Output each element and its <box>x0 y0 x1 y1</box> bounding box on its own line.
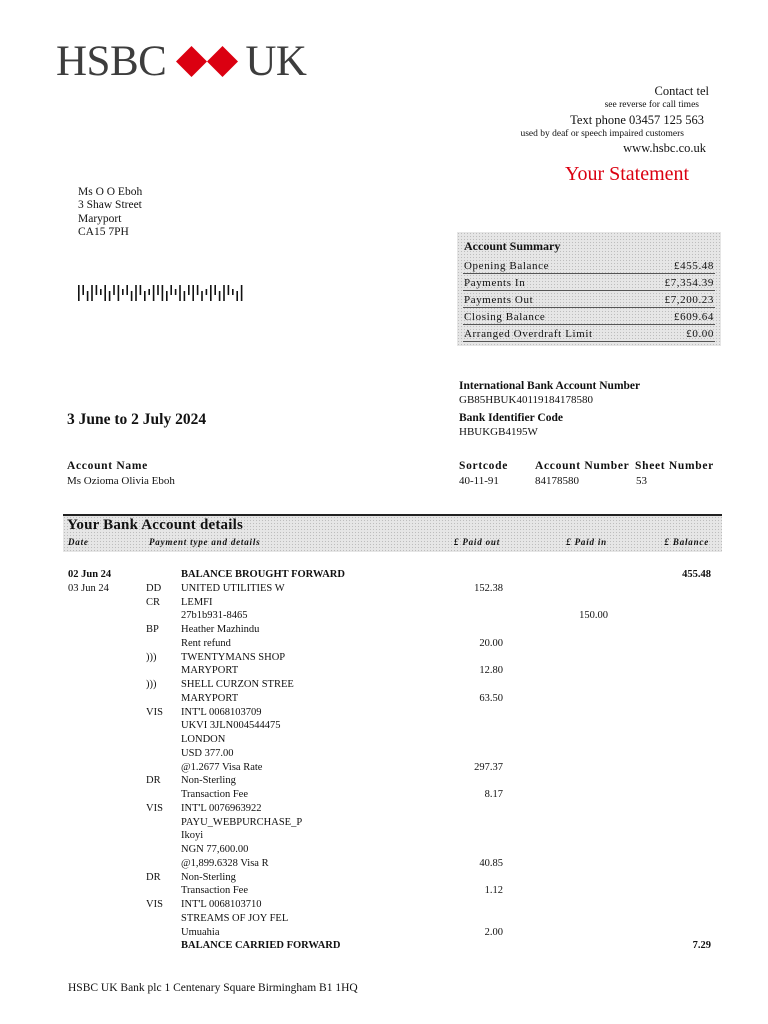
barcode-bar <box>162 285 164 301</box>
transaction-row <box>0 762 768 776</box>
transaction-row <box>0 693 768 707</box>
tx-description: INT'L 0068103709 <box>181 706 262 718</box>
barcode-bar <box>188 285 190 295</box>
tx-description: PAYU_WEBPURCHASE_P <box>181 816 303 828</box>
tx-type: DR <box>146 775 161 787</box>
hsbc-hexagon-icon <box>176 46 238 77</box>
barcode-bar <box>91 285 93 301</box>
barcode-bar <box>109 291 111 301</box>
summary-value: £609.64 <box>674 311 714 323</box>
tx-type: VIS <box>146 802 163 814</box>
tx-description: Heather Mazhindu <box>181 624 260 635</box>
summary-title: Account Summary <box>464 239 561 253</box>
col-balance: £ Balance <box>664 537 709 547</box>
barcode-bar <box>184 291 186 301</box>
barcode-bar <box>236 291 238 301</box>
barcode-bar <box>179 285 181 301</box>
summary-row-closing <box>463 311 715 325</box>
barcode-bar <box>96 285 98 295</box>
tx-description: 27b1b931-8465 <box>181 610 248 622</box>
tx-paid-out: 152.38 <box>474 582 503 594</box>
tx-description: TWENTYMANS SHOP <box>181 651 286 663</box>
tx-paid-out: 40.85 <box>479 857 503 869</box>
barcode-bar <box>126 285 128 295</box>
barcode-bar <box>153 285 155 301</box>
website-link[interactable]: www.hsbc.co.uk <box>623 141 706 156</box>
postal-barcode <box>78 283 248 303</box>
tx-paid-out: 63.50 <box>479 692 503 704</box>
transaction-row <box>0 885 768 899</box>
summary-label: Arranged Overdraft Limit <box>464 328 593 340</box>
logo-text-right: UK <box>245 37 307 85</box>
tx-balance: 455.48 <box>682 569 711 580</box>
table-title: Your Bank Account details <box>67 517 244 533</box>
transaction-row <box>0 872 768 886</box>
tx-paid-out: 1.12 <box>484 885 503 897</box>
barcode-bar <box>206 289 208 295</box>
tx-type: CR <box>146 596 161 608</box>
statement-title: Your Statement <box>565 163 690 185</box>
tx-type: DR <box>146 871 161 883</box>
address-line: 3 Shaw Street <box>78 199 142 212</box>
tx-description: NGN 77,600.00 <box>181 844 249 855</box>
tx-balance: 7.29 <box>692 940 711 952</box>
barcode-bar <box>82 285 84 295</box>
tx-description: USD 377.00 <box>181 747 234 759</box>
tx-description: UNITED UTILITIES W <box>181 582 285 594</box>
address-line: CA15 7PH <box>78 225 129 238</box>
transaction-row <box>0 638 768 652</box>
transaction-row <box>0 803 768 817</box>
account-name-label: Account Name <box>67 460 148 472</box>
account-name-value: Ms Ozioma Olivia Eboh <box>67 475 175 487</box>
col-paid-out: £ Paid out <box>453 537 500 547</box>
sheet-number-label: Sheet Number <box>635 460 714 472</box>
barcode-bar <box>148 289 150 295</box>
transaction-row <box>0 707 768 721</box>
tx-description: LONDON <box>181 734 226 745</box>
summary-value: £455.48 <box>674 260 714 272</box>
barcode-bar <box>210 285 212 301</box>
transaction-row <box>0 844 768 858</box>
bank-footer-address: HSBC UK Bank plc 1 Centenary Square Birmingham B1 1HQ <box>68 982 358 994</box>
barcode-bar <box>87 291 89 301</box>
tx-paid-in: 150.00 <box>579 610 608 622</box>
tx-paid-out: 2.00 <box>484 926 503 938</box>
tx-description: Non-Sterling <box>181 871 236 883</box>
summary-row-overdraft <box>463 328 715 342</box>
barcode-bar <box>228 285 230 295</box>
barcode-bar <box>219 291 221 301</box>
transaction-row <box>0 899 768 913</box>
tx-type: VIS <box>146 706 163 718</box>
tx-description: Transaction Fee <box>181 789 248 800</box>
tx-type: ))) <box>146 651 157 663</box>
tx-description: @1,899.6328 Visa R <box>181 857 269 869</box>
contact-tel: Contact tel <box>654 84 709 98</box>
transaction-row <box>0 624 768 638</box>
transaction-row <box>0 913 768 927</box>
transaction-row <box>0 775 768 789</box>
transaction-row <box>0 679 768 693</box>
transactions-list <box>0 569 768 969</box>
sortcode-value: 40-11-91 <box>459 475 499 487</box>
barcode-bar <box>131 291 133 301</box>
tx-paid-out: 8.17 <box>484 789 503 800</box>
call-times-note: see reverse for call times <box>604 100 699 111</box>
transaction-row <box>0 597 768 611</box>
tx-description: UKVI 3JLN004544475 <box>181 720 281 732</box>
transaction-row <box>0 569 768 583</box>
summary-value: £7,354.39 <box>664 277 714 289</box>
summary-value: £7,200.23 <box>664 294 714 306</box>
summary-label: Payments Out <box>464 294 534 306</box>
barcode-bar <box>214 285 216 295</box>
barcode-bar <box>113 285 115 295</box>
barcode-bar <box>135 285 137 301</box>
contact-block <box>520 83 709 156</box>
tx-type: VIS <box>146 899 163 910</box>
account-number-value: 84178580 <box>535 475 579 487</box>
tx-description: INT'L 0068103710 <box>181 899 262 910</box>
transaction-row <box>0 665 768 679</box>
summary-row-payments-out <box>463 294 715 308</box>
barcode-bar <box>157 285 159 295</box>
transaction-row <box>0 858 768 872</box>
barcode-bar <box>170 285 172 295</box>
tx-description: LEMFI <box>181 596 213 608</box>
summary-value: £0.00 <box>686 328 714 340</box>
barcode-bar <box>100 289 102 295</box>
bic-value: HBUKGB4195W <box>459 426 538 438</box>
tx-date: 03 Jun 24 <box>68 582 109 594</box>
transaction-row <box>0 927 768 941</box>
tx-description: Rent refund <box>181 637 231 649</box>
barcode-bar <box>104 285 106 301</box>
transaction-row <box>0 830 768 844</box>
tx-type: ))) <box>146 679 157 690</box>
tx-paid-out: 12.80 <box>479 665 503 677</box>
barcode-bar <box>197 285 199 295</box>
customer-address <box>78 186 142 239</box>
summary-label: Closing Balance <box>464 311 546 323</box>
tx-date: 02 Jun 24 <box>68 569 112 580</box>
barcode-bar <box>144 291 146 301</box>
tx-description: STREAMS OF JOY FEL <box>181 912 289 924</box>
sortcode-label: Sortcode <box>459 460 509 472</box>
barcode-bar <box>201 291 203 301</box>
barcode-bar <box>140 285 142 295</box>
tx-description: @1.2677 Visa Rate <box>181 761 263 773</box>
text-phone: Text phone 03457 125 563 <box>570 112 704 127</box>
summary-row-opening <box>463 260 715 274</box>
summary-label: Opening Balance <box>464 260 550 272</box>
barcode-bar <box>192 285 194 301</box>
barcode-bar <box>241 285 243 301</box>
iban-label: International Bank Account Number <box>459 380 641 392</box>
tx-description: Ikoyi <box>181 830 204 842</box>
tx-paid-out: 20.00 <box>479 637 503 649</box>
tx-description: SHELL CURZON STREE <box>181 679 294 690</box>
barcode-bar <box>175 289 177 295</box>
tx-description: Transaction Fee <box>181 885 248 897</box>
transactions-header <box>63 514 722 552</box>
transaction-row <box>0 583 768 597</box>
transaction-row <box>0 817 768 831</box>
col-paid-in: £ Paid in <box>566 537 607 547</box>
tx-description: BALANCE CARRIED FORWARD <box>181 940 341 952</box>
tx-description: Non-Sterling <box>181 775 236 787</box>
barcode-bar <box>78 285 80 301</box>
address-line: Ms O O Eboh <box>78 186 143 198</box>
barcode-bar <box>223 285 225 301</box>
tx-type: BP <box>146 624 159 635</box>
hsbc-logo <box>56 38 306 84</box>
col-payment-details: Payment type and details <box>149 537 261 547</box>
transaction-row <box>0 940 768 954</box>
tx-description: MARYPORT <box>181 665 239 677</box>
transaction-row <box>0 652 768 666</box>
address-line: Maryport <box>78 212 122 225</box>
account-number-label: Account Number <box>535 460 630 472</box>
barcode-bar <box>232 289 234 295</box>
transaction-row <box>0 734 768 748</box>
barcode-bar <box>122 289 124 295</box>
sheet-number-value: 53 <box>636 475 647 487</box>
col-date: Date <box>68 537 89 547</box>
tx-description: BALANCE BROUGHT FORWARD <box>181 569 345 580</box>
tx-description: INT'L 0076963922 <box>181 802 262 814</box>
logo-text-left: HSBC <box>56 37 167 85</box>
tx-description: Umuahia <box>181 926 220 938</box>
tx-type: DD <box>146 582 162 594</box>
transaction-row <box>0 748 768 762</box>
summary-row-payments-in <box>463 277 715 291</box>
barcode-bar <box>166 291 168 301</box>
account-summary <box>457 232 721 346</box>
tx-description: MARYPORT <box>181 692 239 704</box>
barcode-bar <box>118 285 120 301</box>
transaction-row <box>0 789 768 803</box>
statement-period: 3 June to 2 July 2024 <box>67 411 207 428</box>
tx-paid-out: 297.37 <box>474 761 503 773</box>
iban-value: GB85HBUK40119184178580 <box>459 394 594 406</box>
text-phone-note: used by deaf or speech impaired customers <box>520 128 684 139</box>
summary-label: Payments In <box>464 277 526 289</box>
bic-label: Bank Identifier Code <box>459 412 563 424</box>
transaction-row <box>0 610 768 624</box>
transaction-row <box>0 720 768 734</box>
